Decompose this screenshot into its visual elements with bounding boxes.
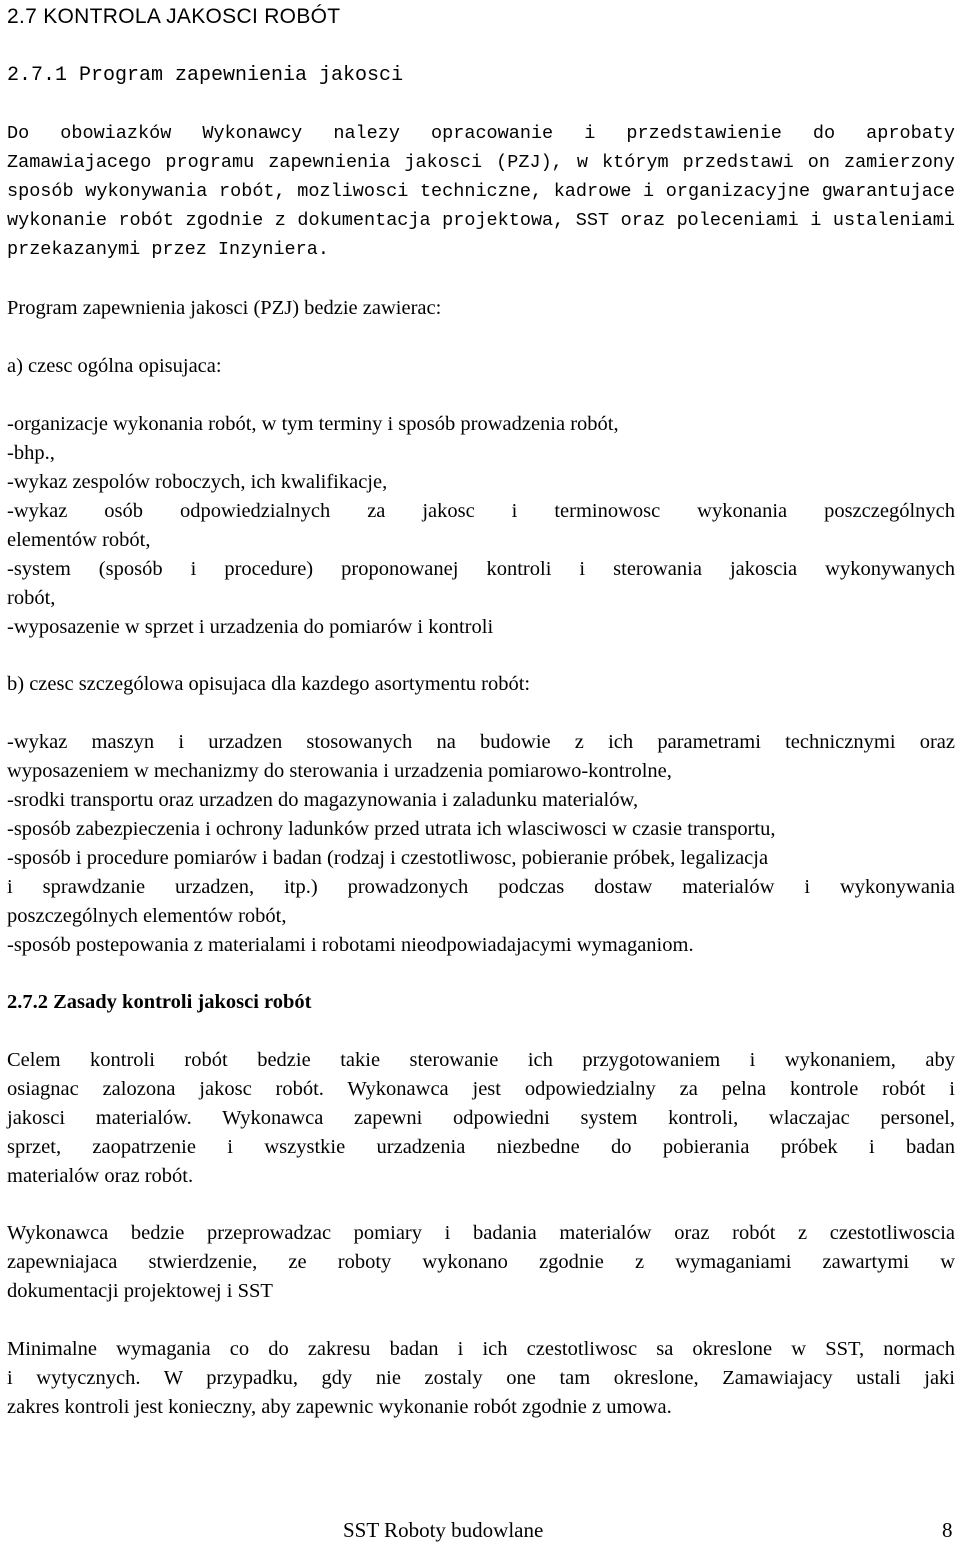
section-heading: 2.7 KONTROLA JAKOSCI ROBÓT bbox=[7, 5, 341, 28]
rules-paragraph-1 bbox=[7, 1046, 955, 1191]
footer-title: SST Roboty budowlane bbox=[343, 1518, 544, 1542]
list-item: -organizacje wykonania robót, w tym terminy i sposób prowadzenia robót, bbox=[7, 413, 619, 435]
text-line: osiagnac zalozona jakosc robót. Wykonawca jest odpowiedzialny za pelna kontrole robót i bbox=[7, 1078, 955, 1100]
text-line: sprzet, zaopatrzenie i wszystkie urzadzenia niezbedne do pobierania próbek i badan bbox=[7, 1136, 955, 1158]
rules-paragraph-2 bbox=[7, 1219, 955, 1306]
text-line: Celem kontroli robót bedzie takie sterowanie ich przygotowaniem i wykonaniem, aby bbox=[7, 1049, 955, 1071]
text-line: i wytycznych. W przypadku, gdy nie zostaly one tam okreslone, Zamawiajacy ustali jaki bbox=[7, 1367, 955, 1389]
list-item: robót, bbox=[7, 587, 56, 609]
rules-paragraph-3 bbox=[7, 1335, 955, 1422]
list-item: -wykaz maszyn i urzadzen stosowanych na budowie z ich parametrami technicznymi oraz bbox=[7, 731, 955, 753]
text-line: Minimalne wymagania co do zakresu badan i ich czestotliwosc sa okreslone w SST, normach bbox=[7, 1338, 955, 1360]
list-item: i sprawdzanie urzadzen, itp.) prowadzonych podczas dostaw materialów i wykonywania bbox=[7, 876, 955, 898]
list-item: elementów robót, bbox=[7, 529, 151, 551]
list-item: poszczególnych elementów robót, bbox=[7, 905, 287, 927]
text-line: zakres kontroli jest konieczny, aby zapewnic wykonanie robót zgodnie z umowa. bbox=[7, 1396, 672, 1418]
list-item: -bhp., bbox=[7, 442, 55, 464]
text-line: sposób wykonywania robót, mozliwosci techniczne, kadrowe i organizacyjne gwarantujace bbox=[7, 181, 955, 202]
subsection-heading-rules: 2.7.2 Zasady kontroli jakosci robót bbox=[7, 991, 312, 1013]
subsection-heading-program: 2.7.1 Program zapewnienia jakosci bbox=[7, 64, 404, 87]
text-line: Do obowiazków Wykonawcy nalezy opracowanie i przedstawienie do aprobaty bbox=[7, 123, 955, 144]
part-b-label: b) czesc szczególowa opisujaca dla kazdego asortymentu robót: bbox=[7, 673, 531, 695]
list-item: -srodki transportu oraz urzadzen do magazynowania i zaladunku materialów, bbox=[7, 789, 639, 811]
text-line: jakosci materialów. Wykonawca zapewni odpowiedni system kontroli, wlaczajac personel, bbox=[7, 1107, 955, 1129]
footer-page-number: 8 bbox=[942, 1518, 953, 1542]
list-item: -system (sposób i procedure) proponowanej kontroli i sterowania jakoscia wykonywanych bbox=[7, 558, 955, 580]
text-line: wykonanie robót zgodnie z dokumentacja projektowa, SST oraz poleceniami i ustaleniami bbox=[7, 210, 955, 231]
list-item: -wyposazenie w sprzet i urzadzenia do pomiarów i kontroli bbox=[7, 616, 494, 638]
list-item: -wykaz osób odpowiedzialnych za jakosc i terminowosc wykonania poszczególnych bbox=[7, 500, 955, 522]
list-item: wyposazeniem w mechanizmy do sterowania i urzadzenia pomiarowo-kontrolne, bbox=[7, 760, 672, 782]
list-item: -sposób i procedure pomiarów i badan (rodzaj i czestotliwosc, pobieranie próbek, legalizacja bbox=[7, 847, 769, 869]
text-line: Wykonawca bedzie przeprowadzac pomiary i badania materialów oraz robót z czestotliwoscia bbox=[7, 1222, 955, 1244]
part-a-list bbox=[7, 410, 955, 642]
pzj-intro: Program zapewnienia jakosci (PZJ) bedzie zawierac: bbox=[7, 297, 442, 319]
text-line: zapewniajaca stwierdzenie, ze roboty wykonano zgodnie z wymaganiami zawartymi w bbox=[7, 1251, 955, 1273]
text-line: dokumentacji projektowej i SST bbox=[7, 1280, 273, 1302]
text-line: przekazanymi przez Inzyniera. bbox=[7, 239, 329, 260]
text-line: materialów oraz robót. bbox=[7, 1165, 194, 1187]
list-item: -sposób postepowania z materialami i robotami nieodpowiadajacymi wymaganiom. bbox=[7, 934, 694, 956]
text-line: Zamawiajacego programu zapewnienia jakosci (PZJ), w którym przedstawi on zamierzony bbox=[7, 152, 955, 173]
list-item: -sposób zabezpieczenia i ochrony ladunków przed utrata ich wlasciwosci w czasie transportu, bbox=[7, 818, 776, 840]
part-b-list bbox=[7, 728, 955, 960]
program-intro-paragraph bbox=[7, 119, 955, 264]
list-item: -wykaz zespolów roboczych, ich kwalifikacje, bbox=[7, 471, 388, 493]
part-a-label: a) czesc ogólna opisujaca: bbox=[7, 355, 222, 377]
